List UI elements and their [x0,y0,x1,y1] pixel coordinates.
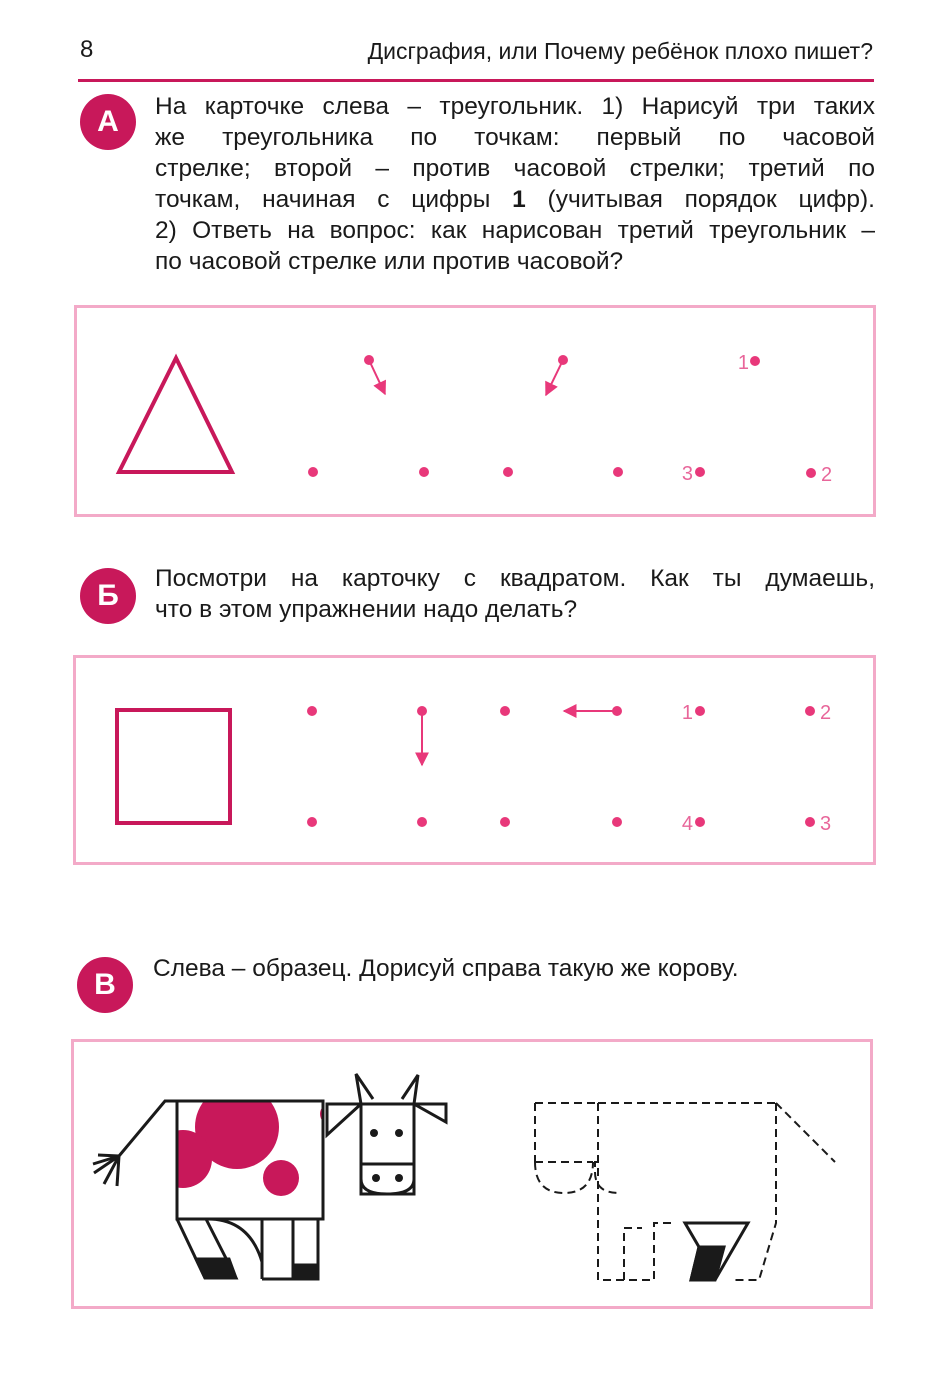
task-a-line: стрелке; второй – против часовой стрелки; третий по [155,155,875,182]
dot-3[interactable] [805,817,815,827]
header-rule [78,79,874,82]
cow-hoof [293,1265,318,1279]
outline-muzzle [535,1162,593,1193]
dot[interactable] [613,467,623,477]
cow-muzzle [361,1164,414,1194]
task-a-line: 2) Ответь на вопрос: как нарисован третий треугольник – [155,217,875,244]
dot-1[interactable] [750,356,760,366]
dot[interactable] [419,467,429,477]
cow-ear [414,1104,446,1122]
dot[interactable] [612,817,622,827]
task-v-line: Слева – образец. Дорисуй справа такую же корову. [153,955,739,982]
dot-label-3: 3 [820,813,832,835]
outline-leg [624,1228,642,1280]
dot-label-4: 4 [681,813,693,835]
cow-horn [356,1074,418,1104]
task-v-text [153,953,873,984]
page-number: 8 [80,36,94,63]
task-a-line4-end: (учитывая порядок цифр). [525,186,875,213]
outline-head [595,1103,776,1193]
cow-ear [327,1104,361,1135]
dot[interactable] [307,706,317,716]
card-cow [71,1039,873,1309]
outline-front-leg [685,1223,748,1280]
cow-nostril [372,1174,380,1182]
task-v-badge: В [77,957,133,1013]
dot[interactable] [308,467,318,477]
task-a-badge: А [80,94,136,150]
dot-label-2: 2 [820,702,832,724]
task-b-text [155,563,875,625]
task-a-line: На карточке слева – треугольник. 1) Нарисуй три таких [155,93,875,120]
dot[interactable] [307,817,317,827]
cow-nostril [395,1174,403,1182]
cow-leg [206,1219,262,1262]
card-square [73,655,876,865]
sample-cow [93,1074,446,1279]
dot[interactable] [417,817,427,827]
dot-label-2: 2 [821,464,833,486]
task-b-line: что в этом упражнении надо делать? [155,596,578,623]
task-b-line: Посмотри на карточку с квадратом. Как ты думаешь, [155,565,875,592]
dot-2[interactable] [806,468,816,478]
arrow-counterclockwise [546,360,563,395]
dot-label-1: 1 [737,352,749,374]
dot-3[interactable] [695,467,705,477]
task-a-line: же треугольника по точкам: первый по часовой [155,124,875,151]
task-a-line [155,184,875,215]
sample-square [117,710,230,823]
cow-eye [370,1129,378,1137]
task-a-line4-start: точкам, начиная с цифры [155,186,513,213]
task-b-badge: Б [80,568,136,624]
outline-tail [776,1103,835,1162]
cow-tail [93,1101,177,1186]
sample-triangle [119,358,232,472]
task-a-line: по часовой стрелке или против часовой? [155,248,624,275]
arrow-clockwise [369,360,385,394]
cow-eye [395,1129,403,1137]
dot-1[interactable] [695,706,705,716]
task-a-text [155,91,875,277]
cow-spot [263,1160,299,1196]
running-title: Дисграфия, или Почему ребёнок плохо пишет? [367,38,873,64]
dot[interactable] [503,467,513,477]
dot-label-1: 1 [681,702,693,724]
dot[interactable] [500,706,510,716]
digit-one: 1 [512,186,526,213]
dot-4[interactable] [695,817,705,827]
card-triangle [74,305,876,517]
dashed-outline-cow [535,1103,835,1280]
dot-2[interactable] [805,706,815,716]
cow-hoof [196,1259,236,1278]
outline-body-right [731,1103,776,1280]
dot-label-3: 3 [681,463,693,485]
dot[interactable] [500,817,510,827]
cow-spot [154,1130,212,1188]
